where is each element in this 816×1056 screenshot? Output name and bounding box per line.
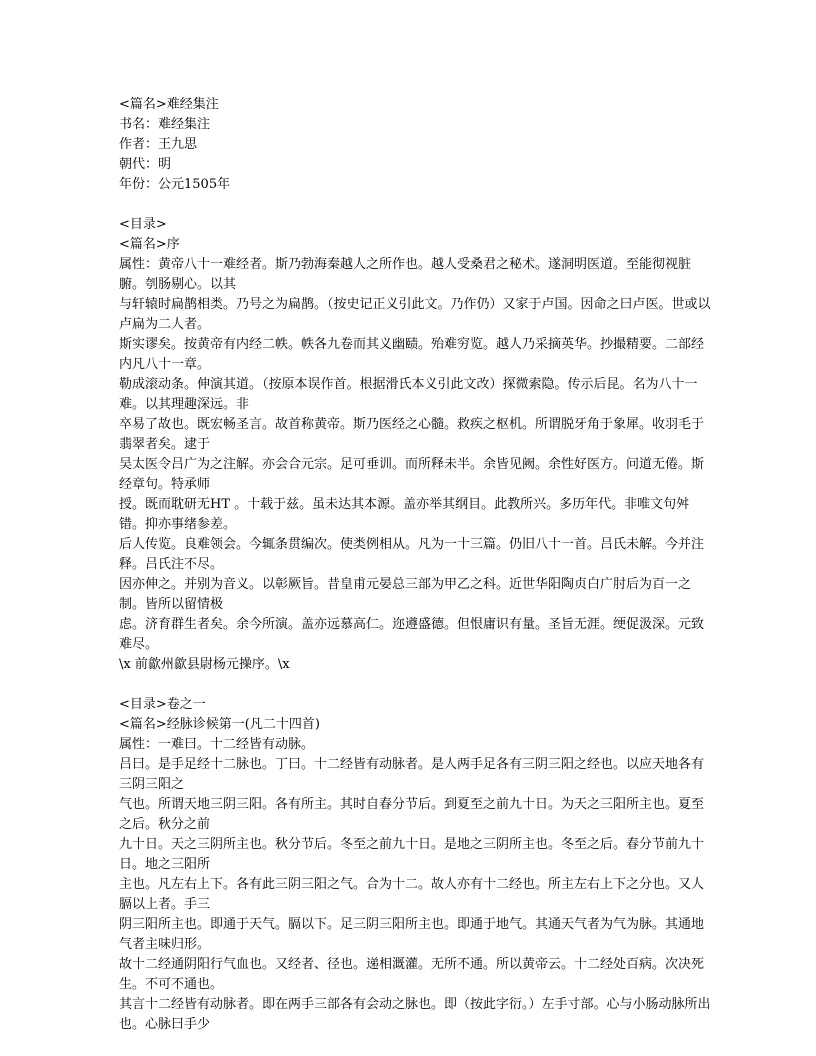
paragraph-line: 故十二经通阴阳行气血也。又经者、径也。递相溉灌。无所不通。所以黄帝云。十二经处百病。次决死生。不可不通也。 xyxy=(119,957,705,992)
section-title: <篇名>序 xyxy=(119,237,180,252)
dynasty-line: 朝代：明 xyxy=(119,157,172,172)
paragraph-line: 属性：黄帝八十一难经者。斯乃勃海秦越人之所作也。越人受桑君之秘术。遂洞明医道。至能彻视脏腑。刳肠剔心。以其 xyxy=(119,257,692,292)
paragraph-line: 后人传览。良难领会。今辄条贯编次。使类例相从。凡为一十三篇。仍旧八十一首。吕氏未解。今并注释。吕氏注不尽。 xyxy=(119,537,705,572)
attribute-line: 属性：一难曰。十二经皆有动脉。 xyxy=(119,737,315,752)
paragraph-line: 勒成滚动条。伸演其道。（按原本误作首。根据滑氏本义引此文改）探微索隐。传示后昆。名为八十一难。以其理趣深远。非 xyxy=(119,377,698,412)
paragraph-line: 阴三阳所主也。即通于天气。膈以下。足三阴三阳所主也。即通于地气。其通天气者为气为脉。其通地气者主味归形。 xyxy=(119,917,705,952)
paragraph-line: 因亦伸之。并别为音义。以彰厥旨。昔皇甫元晏总三部为甲乙之科。近世华阳陶贞白广肘后为百一之制。皆所以留情极 xyxy=(119,577,692,612)
paragraph-line: 卒易了故也。既宏畅圣言。故首称黄帝。斯乃医经之心髓。救疾之枢机。所谓脱牙角于象犀。收羽毛于翡翠者矣。逮于 xyxy=(119,417,705,452)
book-info xyxy=(119,95,714,195)
section-title: <篇名>经脉诊候第一(凡二十四首) xyxy=(119,717,320,732)
preface-signature: \x 前歙州歙县尉杨元操序。\x xyxy=(119,657,290,672)
toc-marker: <目录> xyxy=(119,217,167,232)
preface-section xyxy=(119,215,714,675)
paragraph-line: 主也。凡左右上下。各有此三阴三阳之气。合为十二。故人亦有十二经也。所主左右上下之分也。又人膈以上者。手三 xyxy=(119,877,705,912)
spacer xyxy=(119,195,714,215)
paragraph-line: 斯实谬矣。按黄帝有内经二帙。帙各九卷而其义幽赜。殆难穷览。越人乃采摘英华。抄撮精要。二部经内凡八十一章。 xyxy=(119,337,705,372)
paragraph-line: 其言十二经皆有动脉者。即在两手三部各有会动之脉也。即（按此字衍。）左手寸部。心与小肠动脉所出也。心脉曰手少 xyxy=(119,997,711,1032)
paragraph-line: 九十日。天之三阴所主也。秋分节后。冬至之前九十日。是地之三阴所主也。冬至之后。春分节前九十日。地之三阳所 xyxy=(119,837,705,872)
paragraph-line: 吴太医令吕广为之注解。亦会合元宗。足可垂训。而所释未半。余皆见阙。余性好医方。问道无倦。斯经章句。特承师 xyxy=(119,457,705,492)
paragraph-line: 虑。济育群生者矣。余今所演。盖亦远慕高仁。迩遵盛德。但恨庸识有量。圣旨无涯。绠促汲深。元致难尽。 xyxy=(119,617,705,652)
year-line: 年份：公元1505年 xyxy=(119,177,231,192)
document-page xyxy=(119,95,714,1035)
paragraph-line: 与轩辕时扁鹊相类。乃号之为扁鹊。（按史记正义引此文。乃作仍）又家于卢国。因命之曰卢医。世或以卢扁为二人者。 xyxy=(119,297,711,332)
spacer xyxy=(119,675,714,695)
volume-marker: <目录>卷之一 xyxy=(119,697,206,712)
author-line: 作者：王九思 xyxy=(119,137,198,152)
book-name-line: 书名：难经集注 xyxy=(119,117,211,132)
title-line: <篇名>难经集注 xyxy=(119,97,219,112)
chapter-section xyxy=(119,695,714,1035)
paragraph-line: 授。既而耽研无HT 。十载于兹。虽未达其本源。盖亦举其纲目。此教所兴。多历年代。非唯文句舛错。抑亦事绪参差。 xyxy=(119,497,690,532)
paragraph-line: 气也。所谓天地三阴三阳。各有所主。其时自春分节后。到夏至之前九十日。为天之三阳所主也。夏至之后。秋分之前 xyxy=(119,797,705,832)
paragraph-line: 吕曰。是手足经十二脉也。丁曰。十二经皆有动脉者。是人两手足各有三阴三阳之经也。以应天地各有三阴三阳之 xyxy=(119,757,705,792)
